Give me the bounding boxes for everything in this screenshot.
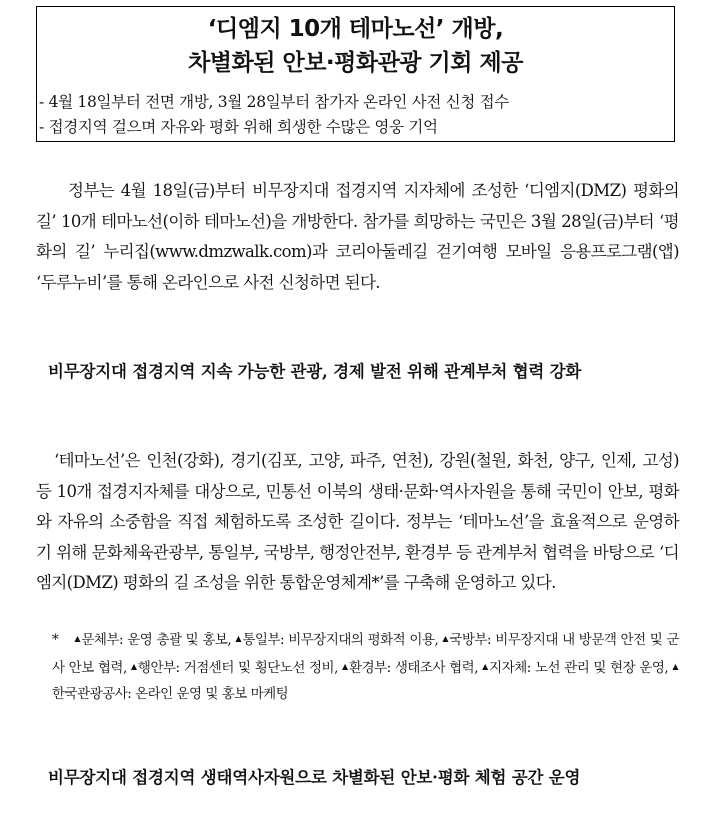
headline-title-line1: ‘디엠지 10개 테마노선’ 개방, (207, 16, 504, 42)
section2-heading: 비무장지대 접경지역 생태역사자원으로 차별화된 안보·평화 체험 공간 운영 (48, 768, 581, 787)
intro-paragraph: 정부는 4월 18일(금)부터 비무장지대 접경지역 지자체에 조성한 ‘디엠지(DMZ) 평화의 길’ 10개 테마노선(이하 테마노선)을 개방한다. 참가를 희망하는 국민은 3월 28일(금)부터 ‘평화의 길’ 누리집(www.dmzwalk.com)과 코리아둘레길 걷기여행 모바일 응용프로그램(앱) ‘두루누비’를 통해 온라인으로 사전 신청하면 된다. (36, 181, 679, 292)
triangle-bullet-icon: ▲ (235, 634, 242, 643)
footnote-mark: * (52, 632, 59, 648)
headline-title-line2: 차별화된 안보·평화관광 기회 제공 (188, 50, 523, 76)
footnote-item (342, 660, 478, 676)
triangle-bullet-icon: ▲ (672, 661, 678, 671)
footnote-item-text: 한국관광공사: 온라인 운영 및 홍보 마케팅 (52, 686, 289, 702)
footnote-item-text: 통일부: 비무장지대의 평화적 이용, (242, 632, 439, 648)
footnote-item (235, 632, 438, 648)
footnote-item (482, 660, 668, 676)
triangle-bullet-icon: ▲ (342, 661, 349, 671)
headline-title (37, 12, 674, 80)
footnote-item-text: 환경부: 생태조사 협력, (349, 659, 479, 676)
footnote-item-text: 국방부: 비무장지대 내 방문객 안전 및 군사 안보 협력, (52, 632, 680, 676)
triangle-bullet-icon: ▲ (130, 661, 137, 671)
footnote-items (52, 632, 679, 702)
footnote (52, 626, 679, 708)
subheadline-1: - 4월 18일부터 전면 개방, 3월 28일부터 참가자 온라인 사전 신청 접수 (39, 93, 509, 111)
footnote-item (131, 660, 338, 676)
footnote-item-text: 지자체: 노선 관리 및 현장 운영, (489, 659, 669, 676)
subheadline-2: - 접경지역 걸으며 자유와 평화 위해 희생한 수많은 영웅 기억 (39, 118, 438, 136)
footnote-item-text: 행안부: 거점센터 및 횡단노선 정비, (137, 659, 338, 676)
triangle-bullet-icon: ▲ (442, 634, 449, 643)
section1-heading: 비무장지대 접경지역 지속 가능한 관광, 경제 발전 위해 관계부처 협력 강화 (48, 362, 582, 381)
triangle-bullet-icon: ▲ (74, 634, 81, 643)
headline-box (36, 6, 675, 142)
footnote-item (74, 632, 231, 648)
section1-paragraph: ‘테마노선’은 인천(강화), 경기(김포, 고양, 파주, 연천), 강원(철원, 화천, 양구, 인제, 고성) 등 10개 접경지자체를 대상으로, 민통선 이북의 생태·문화·역사자원을 통해 국민이 안보, 평화와 자유의 소중함을 직접 체험하도록 조성한 길이다. 정부는 ‘테마노선’을 효율적으로 운영하기 위해 문화체육관광부, 통일부, 국방부, 행정안전부, 환경부 등 관계부처 협력을 바탕으로 ‘디엠지(DMZ) 평화의 길 조성을 위한 통합운영체계*’를 구축해 운영하고 있다. (36, 451, 679, 592)
footnote-item-text: 문체부: 운영 총괄 및 홍보, (81, 632, 232, 648)
triangle-bullet-icon: ▲ (482, 661, 489, 671)
